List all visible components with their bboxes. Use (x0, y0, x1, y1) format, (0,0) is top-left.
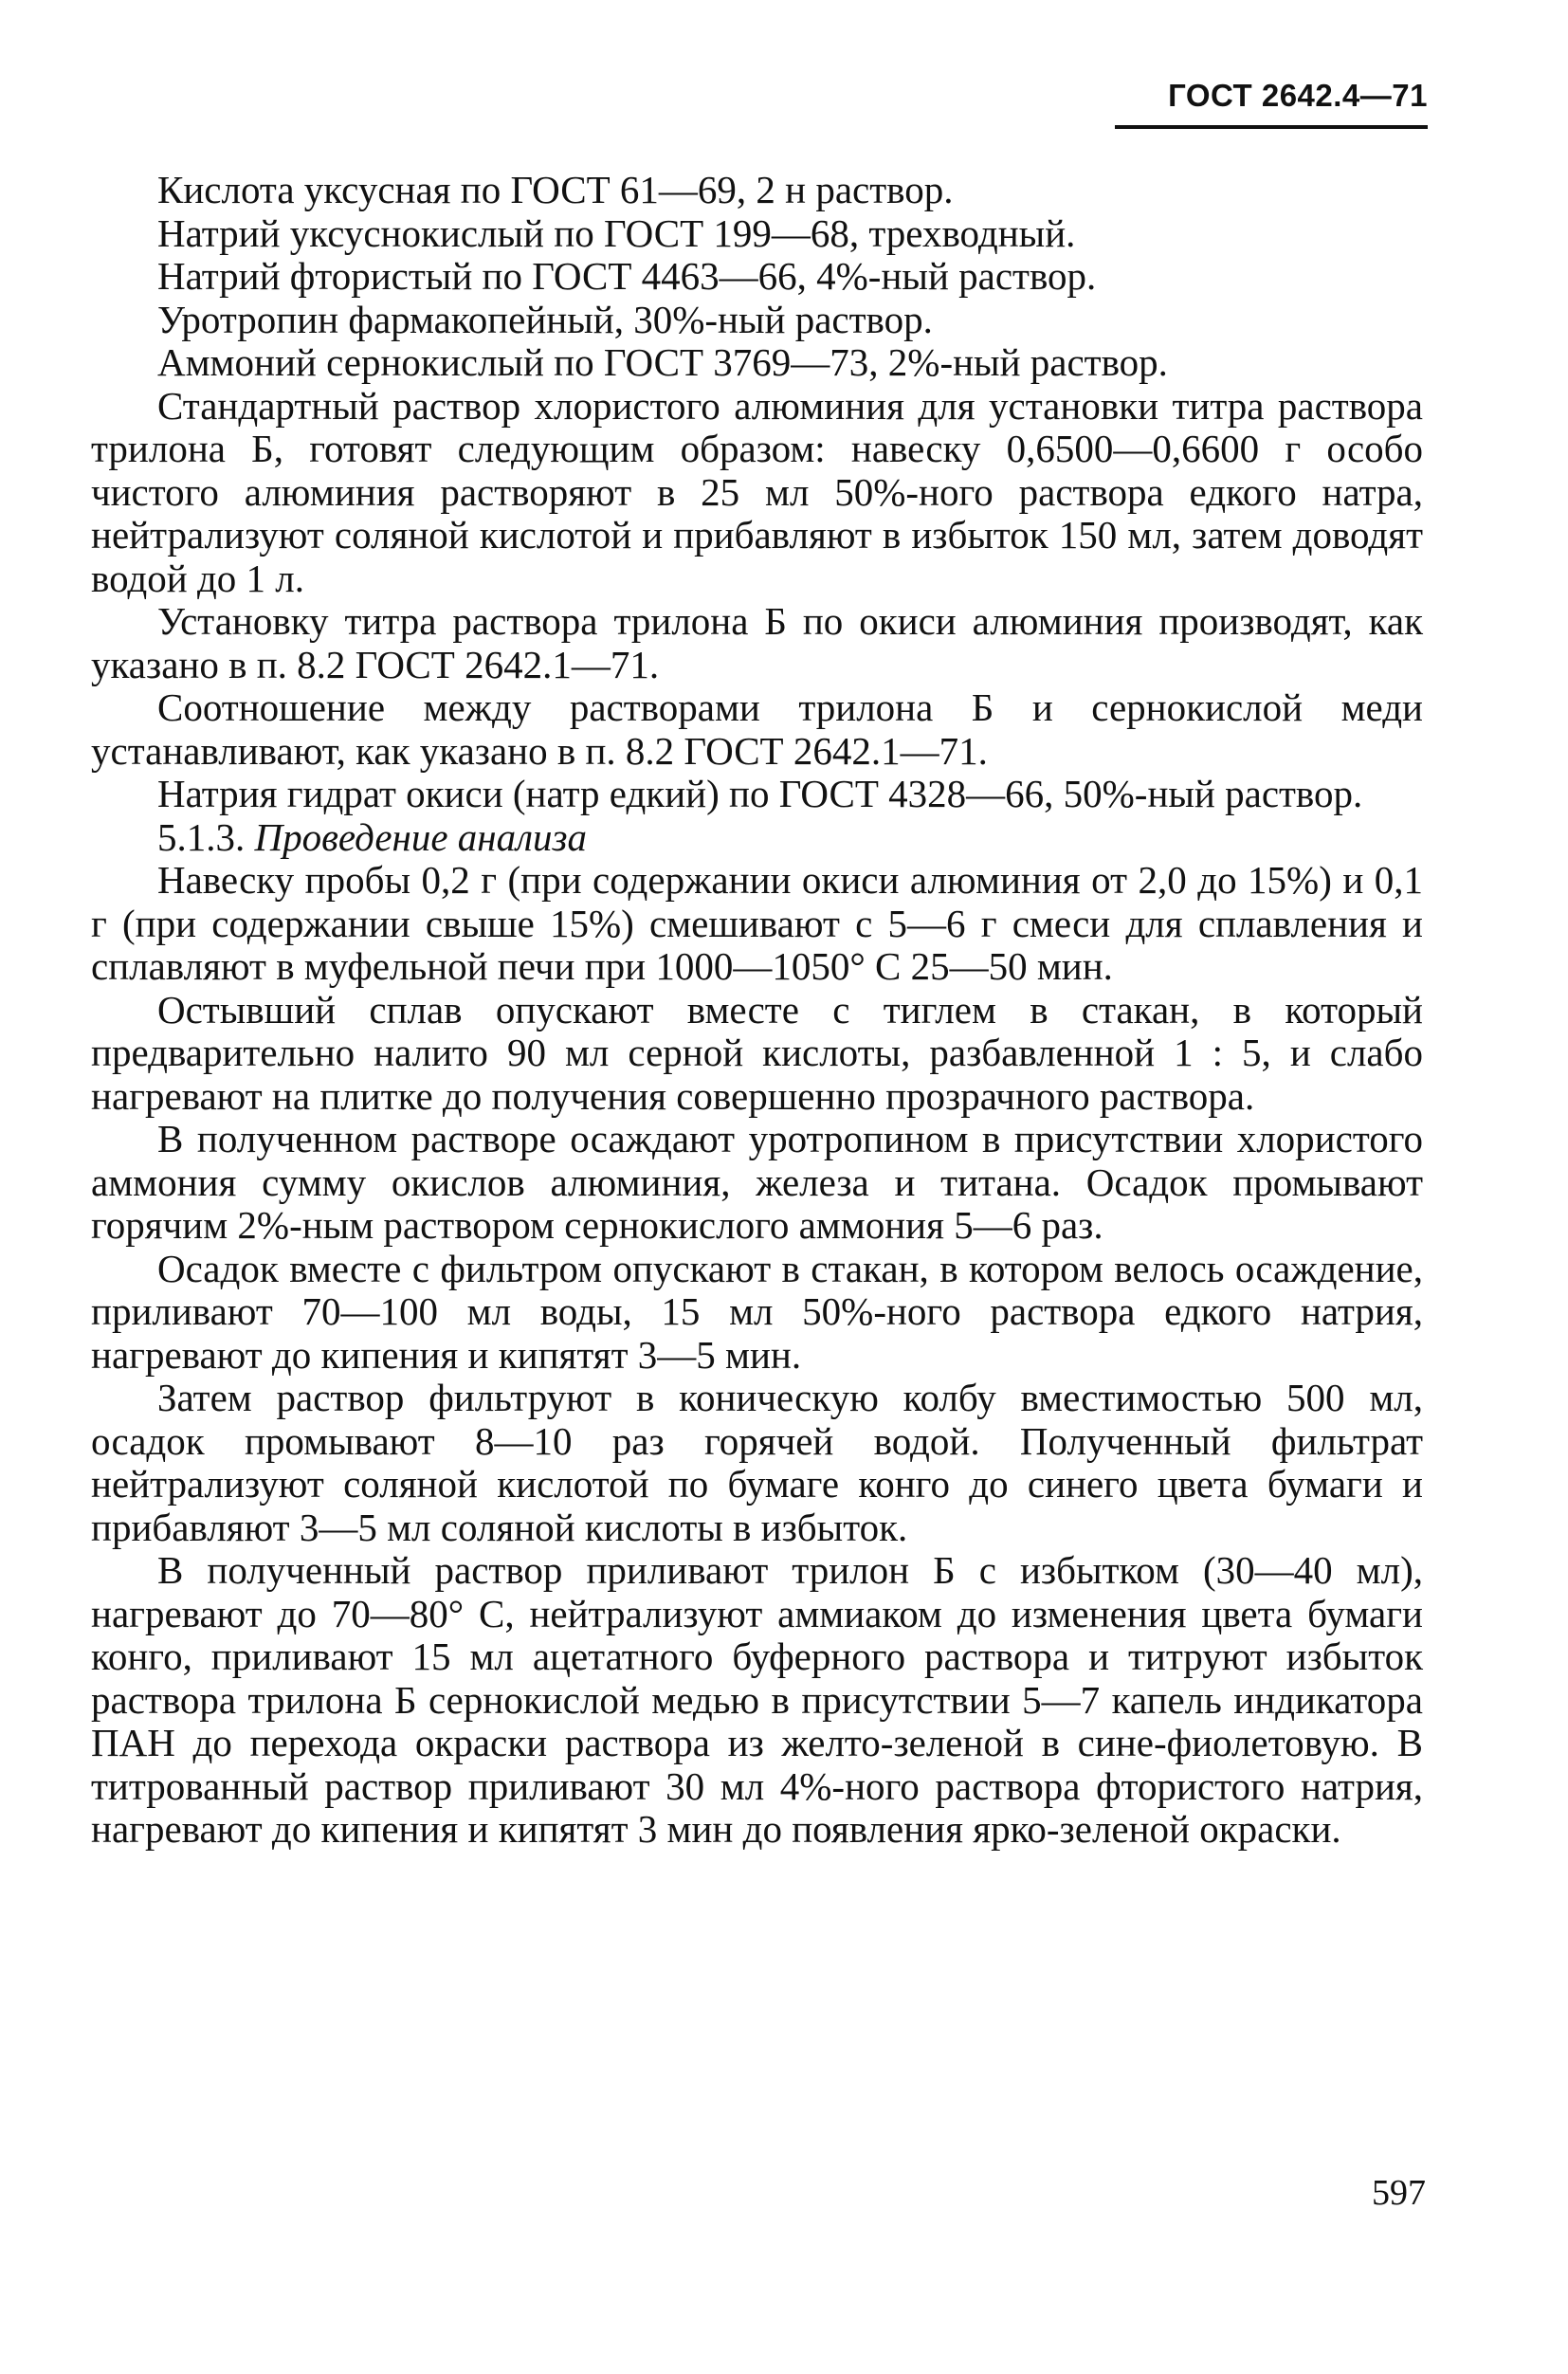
section-number: 5.1.3. (157, 814, 246, 859)
paragraph: Навеску пробы 0,2 г (при содержании окиси алюминия от 2,0 до 15%) и 0,1 г (при содержании свыше 15%) смешивают с 5—6 г смеси для сплавления и сплавляют в муфельной печи при 1000—1050° С 25—50 мин. (91, 858, 1423, 988)
paragraph: Натрий уксуснокислый по ГОСТ 199—68, трехводный. (157, 210, 1076, 255)
section-title: Проведение анализа (254, 814, 588, 859)
paragraph: В полученном растворе осаждают уротропином в присутствии хлористого аммония сумму окислов алюминия, железа и титана. Осадок промывают горячим 2%-ным раствором сернокислого аммония 5—6 раз. (91, 1117, 1423, 1247)
header-rule (1115, 125, 1428, 129)
paragraph: Кислота уксусная по ГОСТ 61—69, 2 н раствор. (157, 168, 954, 211)
section-heading (91, 816, 1423, 860)
paragraph: Уротропин фармакопейный, 30%-ный раствор. (157, 297, 933, 341)
page-body (91, 169, 1423, 1852)
paragraph: Соотношение между растворами трилона Б и сернокислой меди устанавливают, как указано в п. 8.2 ГОСТ 2642.1—71. (91, 685, 1423, 773)
paragraph: В полученный раствор приливают трилон Б с избытком (30—40 мл), нагревают до 70—80° С, нейтрализуют аммиаком до изменения цвета бумаги конго, приливают 15 мл ацетатного буферного раствора и титруют избыток раствора трилона Б сернокислой медью в присутствии 5—7 капель индикатора ПАН до перехода окраски раствора из желто-зеленой в сине-фиолетовую. В титрованный раствор приливают 30 мл 4%-ного раствора фтористого натрия, нагревают до кипения и кипятят 3 мин до появления ярко-зеленой окраски. (91, 1548, 1423, 1851)
paragraph: Остывший сплав опускают вместе с тиглем в стакан, в который предварительно налито 90 мл серной кислоты, разбавленной 1 : 5, и слабо нагревают на плитке до получения совершенно прозрачного раствора. (91, 987, 1423, 1118)
page-number: 597 (1372, 2173, 1426, 2213)
paragraph: Натрия гидрат окиси (натр едкий) по ГОСТ 4328—66, 50%-ный раствор. (157, 772, 1363, 815)
paragraph: Затем раствор фильтруют в коническую колбу вместимостью 500 мл, осадок промывают 8—10 раз горячей водой. Полученный фильтрат нейтрализуют соляной кислотой по бумаге конго до синего цвета бумаги и прибавляют 3—5 мл соляной кислоты в избыток. (91, 1376, 1423, 1549)
paragraph: Натрий фтористый по ГОСТ 4463—66, 4%-ный раствор. (157, 254, 1097, 298)
paragraph: Стандартный раствор хлористого алюминия для установки титра раствора трилона Б, готовят следующим образом: навеску 0,6500—0,6600 г особо чистого алюминия растворяют в 25 мл 50%-ного раствора едкого натра, нейтрализуют соляной кислотой и прибавляют в избыток 150 мл, затем доводят водой до 1 л. (91, 383, 1423, 600)
paragraph: Аммоний сернокислый по ГОСТ 3769—73, 2%-ный раствор. (157, 340, 1168, 384)
running-header: ГОСТ 2642.4—71 (1168, 78, 1428, 113)
paragraph: Осадок вместе с фильтром опускают в стакан, в котором велось осаждение, приливают 70—100 мл воды, 15 мл 50%-ного раствора едкого натрия, нагревают до кипения и кипятят 3—5 мин. (91, 1246, 1423, 1377)
paragraph: Установку титра раствора трилона Б по окиси алюминия производят, как указано в п. 8.2 ГОСТ 2642.1—71. (91, 599, 1423, 686)
